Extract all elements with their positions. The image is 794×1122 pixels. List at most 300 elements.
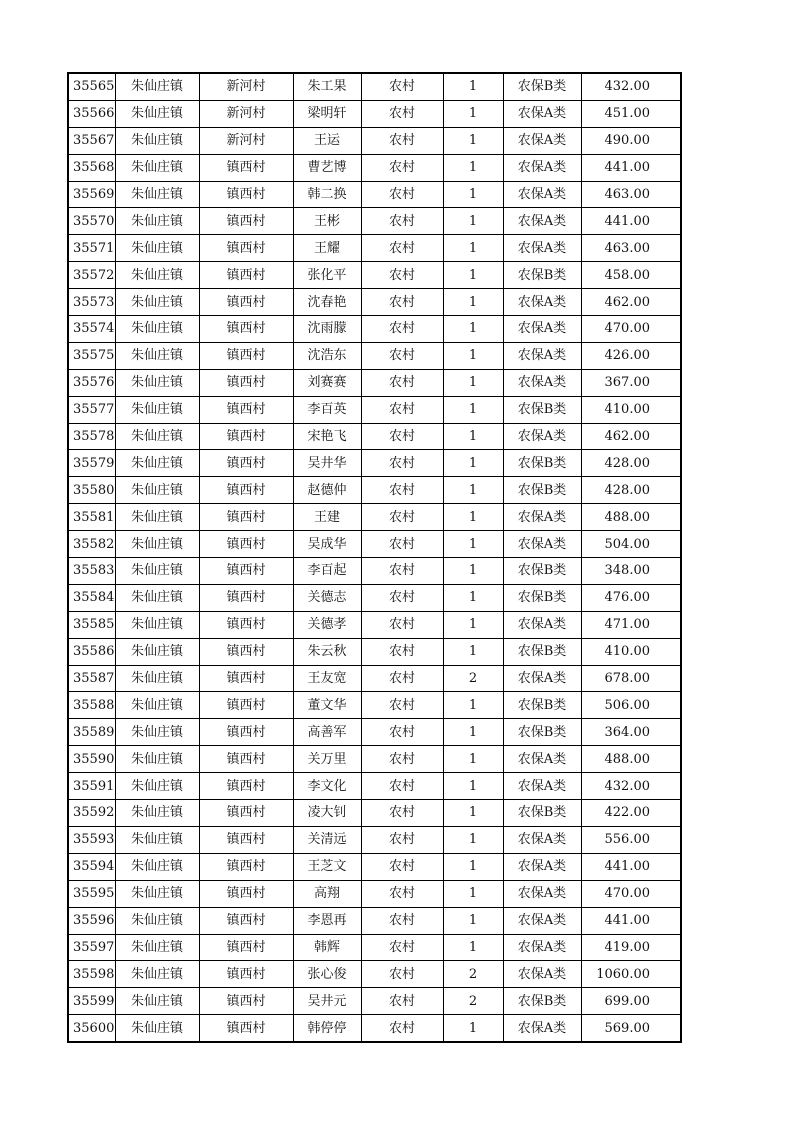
member-count-cell: 1 (443, 127, 503, 154)
member-count-cell: 1 (443, 396, 503, 423)
town-cell: 朱仙庄镇 (115, 584, 199, 611)
record-id-cell: 35571 (68, 235, 115, 262)
table-row (68, 208, 681, 235)
table-row (68, 665, 681, 692)
household-type-cell: 农村 (361, 504, 443, 531)
member-count-cell: 2 (443, 665, 503, 692)
town-cell: 朱仙庄镇 (115, 181, 199, 208)
member-count-cell: 1 (443, 692, 503, 719)
member-count-cell: 1 (443, 450, 503, 477)
town-cell: 朱仙庄镇 (115, 988, 199, 1015)
amount-cell: 441.00 (581, 853, 681, 880)
insurance-category-cell: 农保A类 (503, 100, 581, 127)
member-count-cell: 1 (443, 853, 503, 880)
record-id-cell: 35574 (68, 316, 115, 343)
person-name-cell: 王彬 (293, 208, 361, 235)
person-name-cell: 曹艺博 (293, 154, 361, 181)
member-count-cell: 1 (443, 369, 503, 396)
insurance-category-cell: 农保A类 (503, 773, 581, 800)
record-id-cell: 35593 (68, 826, 115, 853)
village-cell: 镇西村 (199, 665, 293, 692)
insurance-category-cell: 农保B类 (503, 262, 581, 289)
person-name-cell: 张心俊 (293, 961, 361, 988)
member-count-cell: 1 (443, 208, 503, 235)
amount-cell: 506.00 (581, 692, 681, 719)
record-id-cell: 35589 (68, 719, 115, 746)
amount-cell: 410.00 (581, 638, 681, 665)
table-row (68, 1015, 681, 1042)
village-cell: 镇西村 (199, 961, 293, 988)
insurance-category-cell: 农保B类 (503, 638, 581, 665)
table-row (68, 531, 681, 558)
household-type-cell: 农村 (361, 342, 443, 369)
table-row (68, 611, 681, 638)
insurance-category-cell: 农保B类 (503, 800, 581, 827)
town-cell: 朱仙庄镇 (115, 342, 199, 369)
village-cell: 镇西村 (199, 235, 293, 262)
household-type-cell: 农村 (361, 584, 443, 611)
person-name-cell: 王芝文 (293, 853, 361, 880)
table-row (68, 181, 681, 208)
insurance-category-cell: 农保B类 (503, 719, 581, 746)
town-cell: 朱仙庄镇 (115, 907, 199, 934)
insurance-category-cell: 农保B类 (503, 988, 581, 1015)
table-row (68, 342, 681, 369)
household-type-cell: 农村 (361, 907, 443, 934)
table-row (68, 961, 681, 988)
village-cell: 镇西村 (199, 396, 293, 423)
town-cell: 朱仙庄镇 (115, 154, 199, 181)
village-cell: 镇西村 (199, 504, 293, 531)
table-row (68, 934, 681, 961)
person-name-cell: 凌大钊 (293, 800, 361, 827)
household-type-cell: 农村 (361, 127, 443, 154)
household-type-cell: 农村 (361, 477, 443, 504)
person-name-cell: 朱工果 (293, 73, 361, 100)
village-cell: 镇西村 (199, 988, 293, 1015)
household-type-cell: 农村 (361, 450, 443, 477)
table-row (68, 289, 681, 316)
amount-cell: 432.00 (581, 773, 681, 800)
village-cell: 镇西村 (199, 692, 293, 719)
town-cell: 朱仙庄镇 (115, 746, 199, 773)
insurance-category-cell: 农保A类 (503, 1015, 581, 1042)
record-id-cell: 35586 (68, 638, 115, 665)
town-cell: 朱仙庄镇 (115, 558, 199, 585)
member-count-cell: 1 (443, 907, 503, 934)
town-cell: 朱仙庄镇 (115, 611, 199, 638)
village-cell: 镇西村 (199, 638, 293, 665)
amount-cell: 463.00 (581, 235, 681, 262)
member-count-cell: 1 (443, 531, 503, 558)
town-cell: 朱仙庄镇 (115, 262, 199, 289)
amount-cell: 422.00 (581, 800, 681, 827)
person-name-cell: 王运 (293, 127, 361, 154)
member-count-cell: 1 (443, 154, 503, 181)
household-type-cell: 农村 (361, 73, 443, 100)
person-name-cell: 王耀 (293, 235, 361, 262)
person-name-cell: 关万里 (293, 746, 361, 773)
household-type-cell: 农村 (361, 934, 443, 961)
village-cell: 镇西村 (199, 611, 293, 638)
insurance-category-cell: 农保A类 (503, 423, 581, 450)
village-cell: 镇西村 (199, 262, 293, 289)
insurance-category-cell: 农保A类 (503, 208, 581, 235)
person-name-cell: 赵德仲 (293, 477, 361, 504)
record-id-cell: 35590 (68, 746, 115, 773)
insurance-category-cell: 农保A类 (503, 342, 581, 369)
member-count-cell: 1 (443, 746, 503, 773)
member-count-cell: 1 (443, 1015, 503, 1042)
village-cell: 镇西村 (199, 342, 293, 369)
insurance-category-cell: 农保A类 (503, 746, 581, 773)
household-type-cell: 农村 (361, 1015, 443, 1042)
amount-cell: 441.00 (581, 208, 681, 235)
amount-cell: 364.00 (581, 719, 681, 746)
town-cell: 朱仙庄镇 (115, 1015, 199, 1042)
amount-cell: 476.00 (581, 584, 681, 611)
person-name-cell: 吴井元 (293, 988, 361, 1015)
village-cell: 镇西村 (199, 746, 293, 773)
table-row (68, 450, 681, 477)
town-cell: 朱仙庄镇 (115, 369, 199, 396)
insurance-category-cell: 农保B类 (503, 450, 581, 477)
town-cell: 朱仙庄镇 (115, 100, 199, 127)
table-row (68, 719, 681, 746)
person-name-cell: 宋艳飞 (293, 423, 361, 450)
amount-cell: 490.00 (581, 127, 681, 154)
village-cell: 镇西村 (199, 826, 293, 853)
amount-cell: 504.00 (581, 531, 681, 558)
household-type-cell: 农村 (361, 235, 443, 262)
table-row (68, 880, 681, 907)
insurance-category-cell: 农保A类 (503, 531, 581, 558)
insurance-category-cell: 农保A类 (503, 235, 581, 262)
town-cell: 朱仙庄镇 (115, 450, 199, 477)
record-id-cell: 35565 (68, 73, 115, 100)
town-cell: 朱仙庄镇 (115, 853, 199, 880)
table-row (68, 477, 681, 504)
person-name-cell: 韩二换 (293, 181, 361, 208)
town-cell: 朱仙庄镇 (115, 531, 199, 558)
record-id-cell: 35594 (68, 853, 115, 880)
insurance-category-cell: 农保B类 (503, 477, 581, 504)
insurance-category-cell: 农保B类 (503, 692, 581, 719)
village-cell: 镇西村 (199, 154, 293, 181)
roster-table (67, 72, 682, 1043)
person-name-cell: 吴井华 (293, 450, 361, 477)
household-type-cell: 农村 (361, 208, 443, 235)
record-id-cell: 35568 (68, 154, 115, 181)
member-count-cell: 1 (443, 181, 503, 208)
table-row (68, 316, 681, 343)
insurance-category-cell: 农保A类 (503, 907, 581, 934)
amount-cell: 428.00 (581, 477, 681, 504)
household-type-cell: 农村 (361, 396, 443, 423)
person-name-cell: 张化平 (293, 262, 361, 289)
amount-cell: 367.00 (581, 369, 681, 396)
insurance-category-cell: 农保A类 (503, 369, 581, 396)
person-name-cell: 王友宽 (293, 665, 361, 692)
person-name-cell: 关德孝 (293, 611, 361, 638)
record-id-cell: 35585 (68, 611, 115, 638)
household-type-cell: 农村 (361, 961, 443, 988)
person-name-cell: 韩停停 (293, 1015, 361, 1042)
town-cell: 朱仙庄镇 (115, 773, 199, 800)
member-count-cell: 1 (443, 773, 503, 800)
person-name-cell: 高善军 (293, 719, 361, 746)
household-type-cell: 农村 (361, 988, 443, 1015)
insurance-category-cell: 农保A类 (503, 127, 581, 154)
village-cell: 新河村 (199, 100, 293, 127)
amount-cell: 428.00 (581, 450, 681, 477)
town-cell: 朱仙庄镇 (115, 127, 199, 154)
insurance-category-cell: 农保A类 (503, 826, 581, 853)
member-count-cell: 1 (443, 611, 503, 638)
table-row (68, 773, 681, 800)
town-cell: 朱仙庄镇 (115, 692, 199, 719)
record-id-cell: 35584 (68, 584, 115, 611)
village-cell: 镇西村 (199, 316, 293, 343)
amount-cell: 471.00 (581, 611, 681, 638)
town-cell: 朱仙庄镇 (115, 477, 199, 504)
table-row (68, 396, 681, 423)
member-count-cell: 1 (443, 289, 503, 316)
table-row (68, 584, 681, 611)
household-type-cell: 农村 (361, 369, 443, 396)
record-id-cell: 35596 (68, 907, 115, 934)
amount-cell: 556.00 (581, 826, 681, 853)
amount-cell: 426.00 (581, 342, 681, 369)
household-type-cell: 农村 (361, 611, 443, 638)
record-id-cell: 35592 (68, 800, 115, 827)
town-cell: 朱仙庄镇 (115, 396, 199, 423)
household-type-cell: 农村 (361, 719, 443, 746)
table-row (68, 853, 681, 880)
amount-cell: 699.00 (581, 988, 681, 1015)
household-type-cell: 农村 (361, 800, 443, 827)
roster-body (68, 73, 681, 1042)
insurance-category-cell: 农保A类 (503, 961, 581, 988)
table-row (68, 826, 681, 853)
member-count-cell: 1 (443, 477, 503, 504)
insurance-category-cell: 农保A类 (503, 934, 581, 961)
amount-cell: 569.00 (581, 1015, 681, 1042)
insurance-category-cell: 农保A类 (503, 880, 581, 907)
village-cell: 镇西村 (199, 800, 293, 827)
person-name-cell: 李文化 (293, 773, 361, 800)
person-name-cell: 李百起 (293, 558, 361, 585)
insurance-category-cell: 农保B类 (503, 584, 581, 611)
amount-cell: 462.00 (581, 289, 681, 316)
table-row (68, 800, 681, 827)
village-cell: 镇西村 (199, 584, 293, 611)
village-cell: 镇西村 (199, 773, 293, 800)
village-cell: 镇西村 (199, 289, 293, 316)
amount-cell: 432.00 (581, 73, 681, 100)
member-count-cell: 1 (443, 262, 503, 289)
record-id-cell: 35579 (68, 450, 115, 477)
amount-cell: 441.00 (581, 907, 681, 934)
town-cell: 朱仙庄镇 (115, 73, 199, 100)
member-count-cell: 1 (443, 73, 503, 100)
village-cell: 镇西村 (199, 558, 293, 585)
village-cell: 镇西村 (199, 423, 293, 450)
member-count-cell: 1 (443, 880, 503, 907)
amount-cell: 419.00 (581, 934, 681, 961)
table-row (68, 692, 681, 719)
amount-cell: 462.00 (581, 423, 681, 450)
village-cell: 镇西村 (199, 880, 293, 907)
town-cell: 朱仙庄镇 (115, 800, 199, 827)
amount-cell: 470.00 (581, 316, 681, 343)
town-cell: 朱仙庄镇 (115, 880, 199, 907)
amount-cell: 470.00 (581, 880, 681, 907)
village-cell: 镇西村 (199, 934, 293, 961)
record-id-cell: 35580 (68, 477, 115, 504)
table-row (68, 558, 681, 585)
household-type-cell: 农村 (361, 423, 443, 450)
amount-cell: 463.00 (581, 181, 681, 208)
village-cell: 镇西村 (199, 531, 293, 558)
person-name-cell: 王建 (293, 504, 361, 531)
member-count-cell: 1 (443, 638, 503, 665)
insurance-category-cell: 农保A类 (503, 289, 581, 316)
village-cell: 镇西村 (199, 208, 293, 235)
record-id-cell: 35573 (68, 289, 115, 316)
amount-cell: 678.00 (581, 665, 681, 692)
village-cell: 镇西村 (199, 181, 293, 208)
town-cell: 朱仙庄镇 (115, 934, 199, 961)
member-count-cell: 1 (443, 719, 503, 746)
person-name-cell: 沈浩东 (293, 342, 361, 369)
table-row (68, 369, 681, 396)
town-cell: 朱仙庄镇 (115, 961, 199, 988)
household-type-cell: 农村 (361, 692, 443, 719)
insurance-category-cell: 农保A类 (503, 154, 581, 181)
household-type-cell: 农村 (361, 853, 443, 880)
record-id-cell: 35567 (68, 127, 115, 154)
table-row (68, 262, 681, 289)
record-id-cell: 35583 (68, 558, 115, 585)
village-cell: 新河村 (199, 127, 293, 154)
insurance-category-cell: 农保A类 (503, 181, 581, 208)
person-name-cell: 沈雨朦 (293, 316, 361, 343)
member-count-cell: 1 (443, 504, 503, 531)
record-id-cell: 35569 (68, 181, 115, 208)
town-cell: 朱仙庄镇 (115, 289, 199, 316)
household-type-cell: 农村 (361, 154, 443, 181)
village-cell: 新河村 (199, 73, 293, 100)
insurance-category-cell: 农保A类 (503, 316, 581, 343)
town-cell: 朱仙庄镇 (115, 316, 199, 343)
member-count-cell: 1 (443, 235, 503, 262)
record-id-cell: 35587 (68, 665, 115, 692)
person-name-cell: 朱云秋 (293, 638, 361, 665)
person-name-cell: 关清远 (293, 826, 361, 853)
person-name-cell: 沈春艳 (293, 289, 361, 316)
household-type-cell: 农村 (361, 262, 443, 289)
household-type-cell: 农村 (361, 289, 443, 316)
insurance-category-cell: 农保A类 (503, 665, 581, 692)
amount-cell: 458.00 (581, 262, 681, 289)
record-id-cell: 35575 (68, 342, 115, 369)
person-name-cell: 刘赛赛 (293, 369, 361, 396)
town-cell: 朱仙庄镇 (115, 665, 199, 692)
table-row (68, 907, 681, 934)
member-count-cell: 1 (443, 423, 503, 450)
member-count-cell: 2 (443, 961, 503, 988)
person-name-cell: 李百英 (293, 396, 361, 423)
record-id-cell: 35598 (68, 961, 115, 988)
household-type-cell: 农村 (361, 558, 443, 585)
household-type-cell: 农村 (361, 665, 443, 692)
insurance-category-cell: 农保B类 (503, 73, 581, 100)
table-row (68, 638, 681, 665)
village-cell: 镇西村 (199, 477, 293, 504)
record-id-cell: 35591 (68, 773, 115, 800)
table-row (68, 746, 681, 773)
record-id-cell: 35588 (68, 692, 115, 719)
household-type-cell: 农村 (361, 826, 443, 853)
record-id-cell: 35582 (68, 531, 115, 558)
village-cell: 镇西村 (199, 907, 293, 934)
table-row (68, 423, 681, 450)
village-cell: 镇西村 (199, 450, 293, 477)
amount-cell: 451.00 (581, 100, 681, 127)
record-id-cell: 35572 (68, 262, 115, 289)
person-name-cell: 关德志 (293, 584, 361, 611)
household-type-cell: 农村 (361, 880, 443, 907)
member-count-cell: 1 (443, 100, 503, 127)
household-type-cell: 农村 (361, 746, 443, 773)
insurance-category-cell: 农保B类 (503, 396, 581, 423)
member-count-cell: 1 (443, 800, 503, 827)
village-cell: 镇西村 (199, 719, 293, 746)
household-type-cell: 农村 (361, 181, 443, 208)
insurance-category-cell: 农保A类 (503, 504, 581, 531)
town-cell: 朱仙庄镇 (115, 423, 199, 450)
record-id-cell: 35600 (68, 1015, 115, 1042)
person-name-cell: 吴成华 (293, 531, 361, 558)
member-count-cell: 2 (443, 988, 503, 1015)
village-cell: 镇西村 (199, 853, 293, 880)
table-row (68, 988, 681, 1015)
table-row (68, 127, 681, 154)
town-cell: 朱仙庄镇 (115, 208, 199, 235)
table-row (68, 73, 681, 100)
person-name-cell: 高翔 (293, 880, 361, 907)
member-count-cell: 1 (443, 826, 503, 853)
household-type-cell: 农村 (361, 773, 443, 800)
amount-cell: 488.00 (581, 504, 681, 531)
amount-cell: 441.00 (581, 154, 681, 181)
household-type-cell: 农村 (361, 316, 443, 343)
household-type-cell: 农村 (361, 100, 443, 127)
member-count-cell: 1 (443, 934, 503, 961)
record-id-cell: 35578 (68, 423, 115, 450)
amount-cell: 348.00 (581, 558, 681, 585)
town-cell: 朱仙庄镇 (115, 638, 199, 665)
record-id-cell: 35597 (68, 934, 115, 961)
table-row (68, 504, 681, 531)
record-id-cell: 35577 (68, 396, 115, 423)
person-name-cell: 梁明轩 (293, 100, 361, 127)
town-cell: 朱仙庄镇 (115, 504, 199, 531)
table-row (68, 100, 681, 127)
member-count-cell: 1 (443, 316, 503, 343)
record-id-cell: 35566 (68, 100, 115, 127)
